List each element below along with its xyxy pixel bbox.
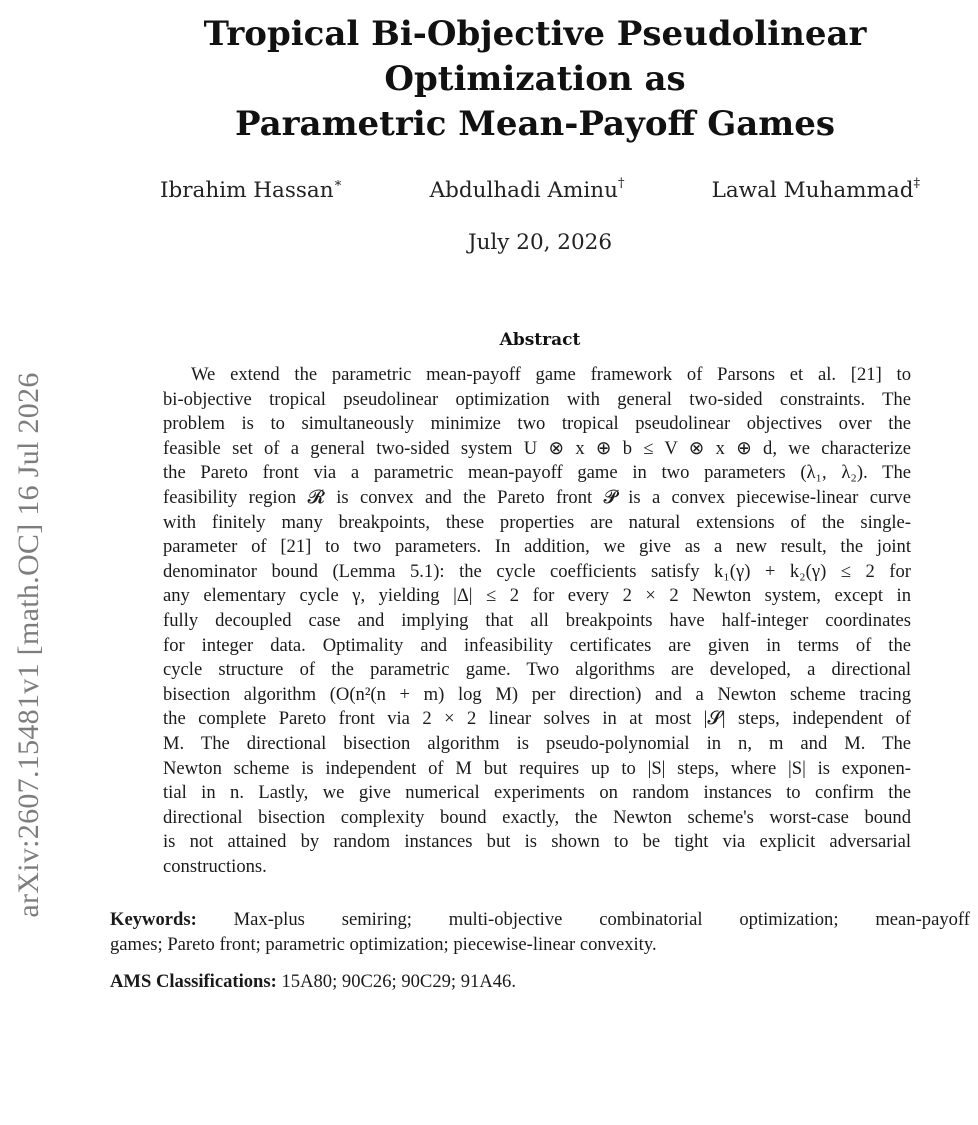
abstract-line: directional bisection complexity bound exactly, the Newton scheme's worst-case bound: [163, 806, 911, 828]
ams-label: AMS Classifications:: [110, 971, 277, 992]
author-list: [160, 178, 920, 203]
keywords-line: [110, 908, 970, 933]
author-footnote-mark: †: [617, 176, 625, 191]
abstract-line: problem is to simultaneously minimize two tropical pseudolinear objectives over the: [163, 413, 911, 435]
abstract-line: tial in n. Lastly, we give numerical experiments on random instances to confirm the: [163, 782, 911, 804]
ams-section: [110, 970, 970, 995]
keywords-section: [110, 908, 970, 957]
abstract-line: Newton scheme is independent of M but requires up to |S| steps, where |S| is exponen-: [163, 757, 911, 779]
paper-date: July 20, 2026: [467, 230, 613, 255]
keywords-line: games; Pareto front; parametric optimization; piecewise-linear convexity.: [110, 933, 657, 955]
abstract-line: bi-objective tropical pseudolinear optimization with general two-sided constraints. The: [163, 388, 911, 410]
author-footnote-mark: ‡: [913, 176, 920, 191]
abstract-line: the complete Pareto front via 2 × 2 linear solves in at most |𝓢| steps, independent of: [163, 708, 911, 730]
author-name: Ibrahim Hassan: [160, 178, 334, 204]
abstract-line: is not attained by random instances but is shown to be tight via explicit adversarial: [163, 831, 911, 853]
title-line: Tropical Bi-Objective Pseudolinear: [203, 14, 867, 54]
abstract-line: bisection algorithm (O(n²(n + m) log M) per direction) and a Newton scheme tracing: [163, 683, 911, 705]
author-footnote-mark: ∗: [333, 176, 343, 191]
abstract-line: M. The directional bisection algorithm is pseudo-polynomial in n, m and M. The: [163, 732, 911, 754]
abstract-line: fully decoupled case and implying that all breakpoints have half-integer coordinates: [163, 609, 911, 631]
abstract-line: cycle structure of the parametric game. Two algorithms are developed, a directional: [163, 659, 911, 681]
keywords-label: Keywords:: [110, 909, 197, 930]
ams-text: 15A80; 90C26; 90C29; 91A46.: [281, 971, 516, 992]
title-line: Parametric Mean-Payoff Games: [234, 104, 836, 144]
author-name: Abdulhadi Aminu: [429, 178, 618, 204]
author-name: Lawal Muhammad: [711, 178, 914, 204]
abstract-line: the Pareto front via a parametric mean-payoff game in two parameters (λ₁, λ₂). The: [163, 462, 911, 484]
abstract-line: parameter of [21] to two parameters. In addition, we give as a new result, the joint: [163, 536, 911, 558]
keywords-text: Max-plus semiring; multi-objective combinatorial optimization; mean-payoff: [233, 909, 970, 930]
abstract-line: with finitely many breakpoints, these properties are natural extensions of the single-: [163, 511, 911, 533]
abstract-line: any elementary cycle γ, yielding |Δ| ≤ 2 for every 2 × 2 Newton system, except in: [163, 585, 911, 607]
abstract-body: [163, 363, 911, 879]
abstract-line: We extend the parametric mean-payoff game framework of Parsons et al. [21] to: [191, 364, 911, 385]
abstract-line: for integer data. Optimality and infeasibility certificates are given in terms of the: [163, 634, 911, 656]
author: [712, 178, 920, 203]
paper-title: [140, 12, 930, 147]
abstract-line: feasible set of a general two-sided system U ⊗ x ⊕ b ≤ V ⊗ x ⊕ d, we characterize: [163, 437, 911, 459]
abstract-line: constructions.: [163, 855, 267, 877]
abstract-line: feasibility region 𝓡 is convex and the Pareto front 𝓟 is a convex piecewise-linear curve: [163, 486, 911, 508]
arxiv-identifier: arXiv:2607.15481v1 [math.OC] 16 Jul 2026: [12, 372, 45, 918]
title-line: Optimization as: [384, 59, 686, 99]
abstract-line: denominator bound (Lemma 5.1): the cycle coefficients satisfy k₁(γ) + k₂(γ) ≤ 2 for: [163, 560, 911, 582]
author: [160, 178, 342, 203]
abstract-heading: Abstract: [499, 330, 581, 350]
author: [430, 178, 625, 203]
